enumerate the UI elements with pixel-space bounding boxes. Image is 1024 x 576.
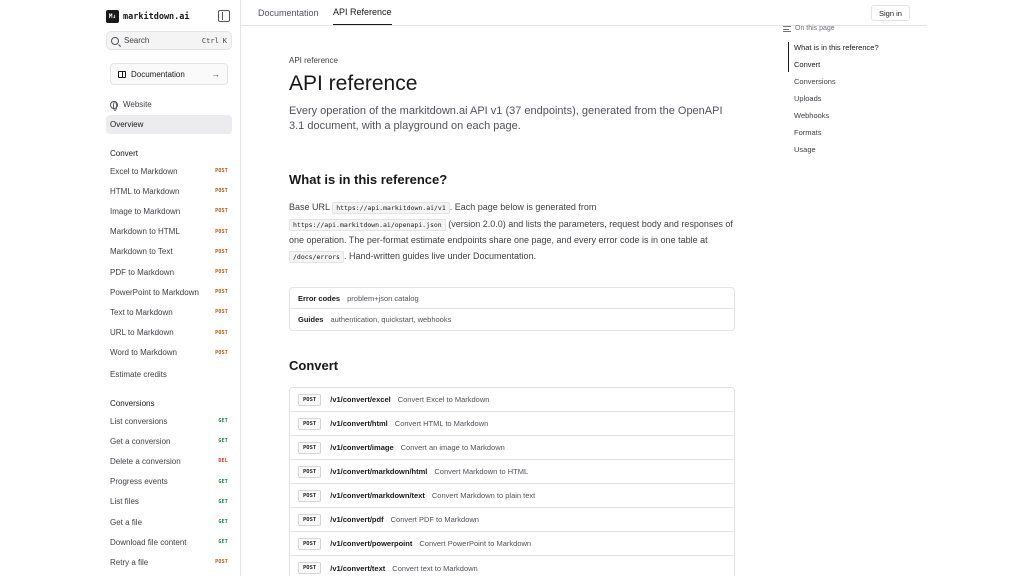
section-title-reference: What is in this reference? (289, 172, 448, 187)
paragraph-text: . Hand-written guides live under Documentation. (343, 250, 537, 261)
search-placeholder: Search (124, 36, 150, 45)
sidebar-item-label: Image to Markdown (110, 206, 181, 216)
toc-heading-label: On this page (795, 25, 835, 32)
sidebar-item-label: Get a file (110, 517, 143, 527)
endpoint-row[interactable] (290, 388, 734, 412)
endpoint-description: Convert PDF to Markdown (390, 515, 479, 524)
sidebar-item-markdown-to-html[interactable] (110, 223, 228, 241)
endpoint-path: /v1/convert/image (330, 443, 394, 452)
sidebar-item-retry-a-file[interactable] (110, 553, 228, 571)
method-badge: GET (218, 478, 228, 485)
sidebar-item-label: Estimate credits (110, 370, 167, 379)
sidebar-item-word-to-markdown[interactable] (110, 344, 228, 362)
endpoint-path: /v1/convert/pdf (330, 515, 384, 524)
tab-documentation[interactable]: Documentation (258, 8, 319, 18)
sidebar-item-html-to-markdown[interactable] (110, 182, 228, 200)
method-badge: POST (215, 248, 228, 255)
sidebar-item-label: Word to Markdown (110, 348, 177, 358)
sidebar-item-label: PDF to Markdown (110, 267, 175, 277)
sidebar-item-label: Excel to Markdown (110, 166, 178, 176)
endpoint-description: Convert PowerPoint to Markdown (419, 539, 532, 548)
info-value: problem+json catalog (347, 293, 419, 303)
endpoint-description: Convert text to Markdown (392, 563, 478, 573)
globe-icon (110, 101, 118, 109)
endpoint-path: /v1/convert/markdown/html (330, 467, 428, 476)
endpoint-row[interactable] (290, 532, 734, 556)
method-badge: POST (298, 538, 321, 550)
sidebar-item-label: List conversions (110, 416, 168, 426)
toc-item-conversions[interactable]: Conversions (794, 77, 836, 86)
info-value: authentication, quickstart, webhooks (330, 315, 452, 324)
toc-item-what-is-in-this-reference[interactable]: What is in this reference? (794, 43, 879, 52)
toc-item-formats[interactable]: Formats (794, 128, 822, 137)
sidebar-item-get-a-file[interactable] (110, 513, 228, 531)
sidebar-item-label: Markdown to Text (110, 247, 173, 257)
method-badge: GET (218, 498, 228, 505)
info-key: Error codes (298, 293, 341, 303)
method-badge: POST (215, 309, 228, 316)
method-badge: POST (298, 514, 321, 526)
endpoint-description: Convert Markdown to plain text (431, 491, 536, 500)
tab-api-reference[interactable]: API Reference (333, 0, 392, 25)
toc-active-indicator (788, 42, 789, 72)
list-icon (783, 26, 791, 32)
sidebar-item-text-to-markdown[interactable] (110, 303, 228, 321)
method-badge: GET (218, 539, 228, 546)
method-badge: POST (298, 418, 321, 430)
endpoint-description: Convert Excel to Markdown (397, 395, 490, 404)
sidebar-item-label: List files (110, 497, 139, 507)
endpoint-path: /v1/convert/powerpoint (330, 539, 413, 548)
sidebar-item-label: Progress events (110, 477, 168, 487)
endpoint-path: /v1/convert/markdown/text (330, 491, 425, 500)
page-lead: Every operation of the markitdown.ai API v1 (37 endpoints), generated from the OpenAPI 3.1 document, with a playground on each page. (289, 105, 723, 132)
method-badge: GET (218, 418, 228, 424)
method-badge: POST (215, 188, 228, 195)
sidebar-item-download-file-content[interactable] (110, 533, 228, 551)
sidebar-item-delete-a-conversion[interactable] (110, 452, 228, 470)
method-badge: POST (298, 490, 321, 502)
sidebar-item-label: Markdown to HTML (110, 227, 180, 237)
method-badge: POST (215, 329, 228, 336)
toc-heading (783, 25, 835, 32)
sidebar-item-label: PowerPoint to Markdown (110, 287, 199, 297)
method-badge: POST (298, 562, 321, 574)
logo[interactable] (106, 10, 190, 23)
endpoint-description: Convert HTML to Markdown (394, 419, 489, 428)
search-shortcut-k: K (222, 36, 227, 45)
method-badge: POST (215, 208, 228, 215)
method-badge: POST (298, 442, 321, 454)
method-badge: POST (298, 466, 321, 478)
sidebar-item-label: HTML to Markdown (110, 186, 180, 196)
sidebar-item-website[interactable] (106, 95, 232, 114)
reference-paragraph (289, 200, 735, 265)
sidebar-item-label: Download file content (110, 537, 187, 547)
endpoint-description: Convert an image to Markdown (400, 443, 505, 452)
search-shortcut-ctrl: Ctrl (201, 36, 219, 45)
sidebar-item-estimate-credits[interactable] (106, 365, 232, 384)
sidebar-item-label: Get a conversion (110, 436, 171, 446)
method-badge: GET (218, 519, 228, 525)
paragraph-text: . Each page below is generated from (449, 202, 597, 212)
toc-item-convert[interactable]: Convert (794, 60, 821, 69)
sign-in-button[interactable]: Sign in (871, 5, 910, 21)
endpoint-path: /v1/convert/excel (330, 395, 391, 404)
info-row-error-codes[interactable] (290, 288, 734, 309)
endpoint-row[interactable] (290, 484, 734, 508)
documentation-button-label: Documentation (131, 69, 185, 79)
sidebar-item-url-to-markdown[interactable] (110, 324, 228, 342)
section-title-convert: Convert (289, 358, 339, 373)
logo-text: markitdown.ai (123, 11, 190, 22)
toc-item-uploads[interactable]: Uploads (794, 94, 822, 103)
sidebar-item-overview[interactable] (106, 115, 232, 134)
arrow-right-icon: → (211, 69, 220, 79)
sidebar-item-get-a-conversion[interactable] (110, 432, 228, 450)
method-badge: POST (298, 394, 321, 406)
breadcrumb[interactable]: API reference (289, 56, 338, 65)
endpoint-row[interactable] (290, 412, 734, 436)
sidebar-item-pdf-to-markdown[interactable] (110, 263, 228, 281)
sidebar-item-progress-events[interactable] (110, 473, 228, 491)
method-badge: POST (215, 228, 228, 235)
method-badge: GET (218, 438, 228, 445)
endpoint-row[interactable] (290, 556, 734, 576)
base-url-code: https://api.markitdown.ai/v1 (332, 202, 450, 214)
method-badge: DEL (218, 458, 228, 465)
sidebar-item-powerpoint-to-markdown[interactable] (110, 283, 228, 301)
info-key: Guides (298, 315, 324, 324)
sidebar-item-list-files[interactable] (110, 493, 228, 511)
errors-path-code[interactable]: /docs/errors (289, 251, 344, 263)
sidebar-item-label: Overview (110, 120, 144, 129)
toc-item-usage[interactable]: Usage (794, 145, 816, 154)
page-title: API reference (289, 72, 418, 95)
endpoint-row[interactable] (290, 436, 734, 460)
endpoint-row[interactable] (290, 460, 734, 484)
search-input[interactable] (106, 31, 232, 50)
sidebar-section-convert: Convert (110, 149, 139, 158)
book-icon (118, 71, 126, 78)
method-badge: POST (215, 269, 228, 275)
info-row-guides[interactable] (290, 309, 734, 330)
toc-item-webhooks[interactable]: Webhooks (794, 111, 830, 120)
sidebar-toggle-icon[interactable] (218, 10, 230, 22)
sidebar-item-list-conversions[interactable] (110, 412, 228, 430)
sidebar-section-conversions: Conversions (110, 399, 155, 408)
documentation-button[interactable] (110, 63, 228, 85)
method-badge: POST (215, 289, 228, 296)
sidebar (0, 0, 241, 576)
paragraph-text: Base URL (289, 202, 333, 212)
sidebar-item-excel-to-markdown[interactable] (110, 162, 228, 180)
sidebar-item-label: Delete a conversion (110, 456, 181, 466)
sidebar-item-label: Text to Markdown (110, 307, 173, 317)
method-badge: POST (215, 349, 228, 356)
endpoint-path: /v1/convert/html (330, 419, 388, 428)
paragraph-text: (version 2.0.0) and lists the parameters, request body and responses of one operation. The per-format estimate endpoints share one page, and every error code is in one table at (289, 218, 733, 245)
endpoint-path: /v1/convert/text (330, 563, 386, 573)
sidebar-item-markdown-to-text[interactable] (110, 243, 228, 261)
sidebar-item-label: URL to Markdown (110, 328, 174, 338)
endpoint-table (289, 387, 735, 576)
sidebar-item-label: Retry a file (110, 557, 149, 567)
sidebar-item-image-to-markdown[interactable] (110, 202, 228, 220)
openapi-url-code: https://api.markitdown.ai/openapi.json (289, 219, 446, 231)
sidebar-item-label: Website (123, 100, 152, 109)
endpoint-row[interactable] (290, 508, 734, 532)
info-table (289, 287, 735, 331)
method-badge: POST (215, 559, 228, 566)
search-icon (111, 37, 119, 45)
endpoint-description: Convert Markdown to HTML (434, 467, 529, 476)
top-bar (241, 0, 927, 26)
method-badge: POST (215, 168, 228, 174)
logo-icon: M↓ (106, 10, 119, 23)
